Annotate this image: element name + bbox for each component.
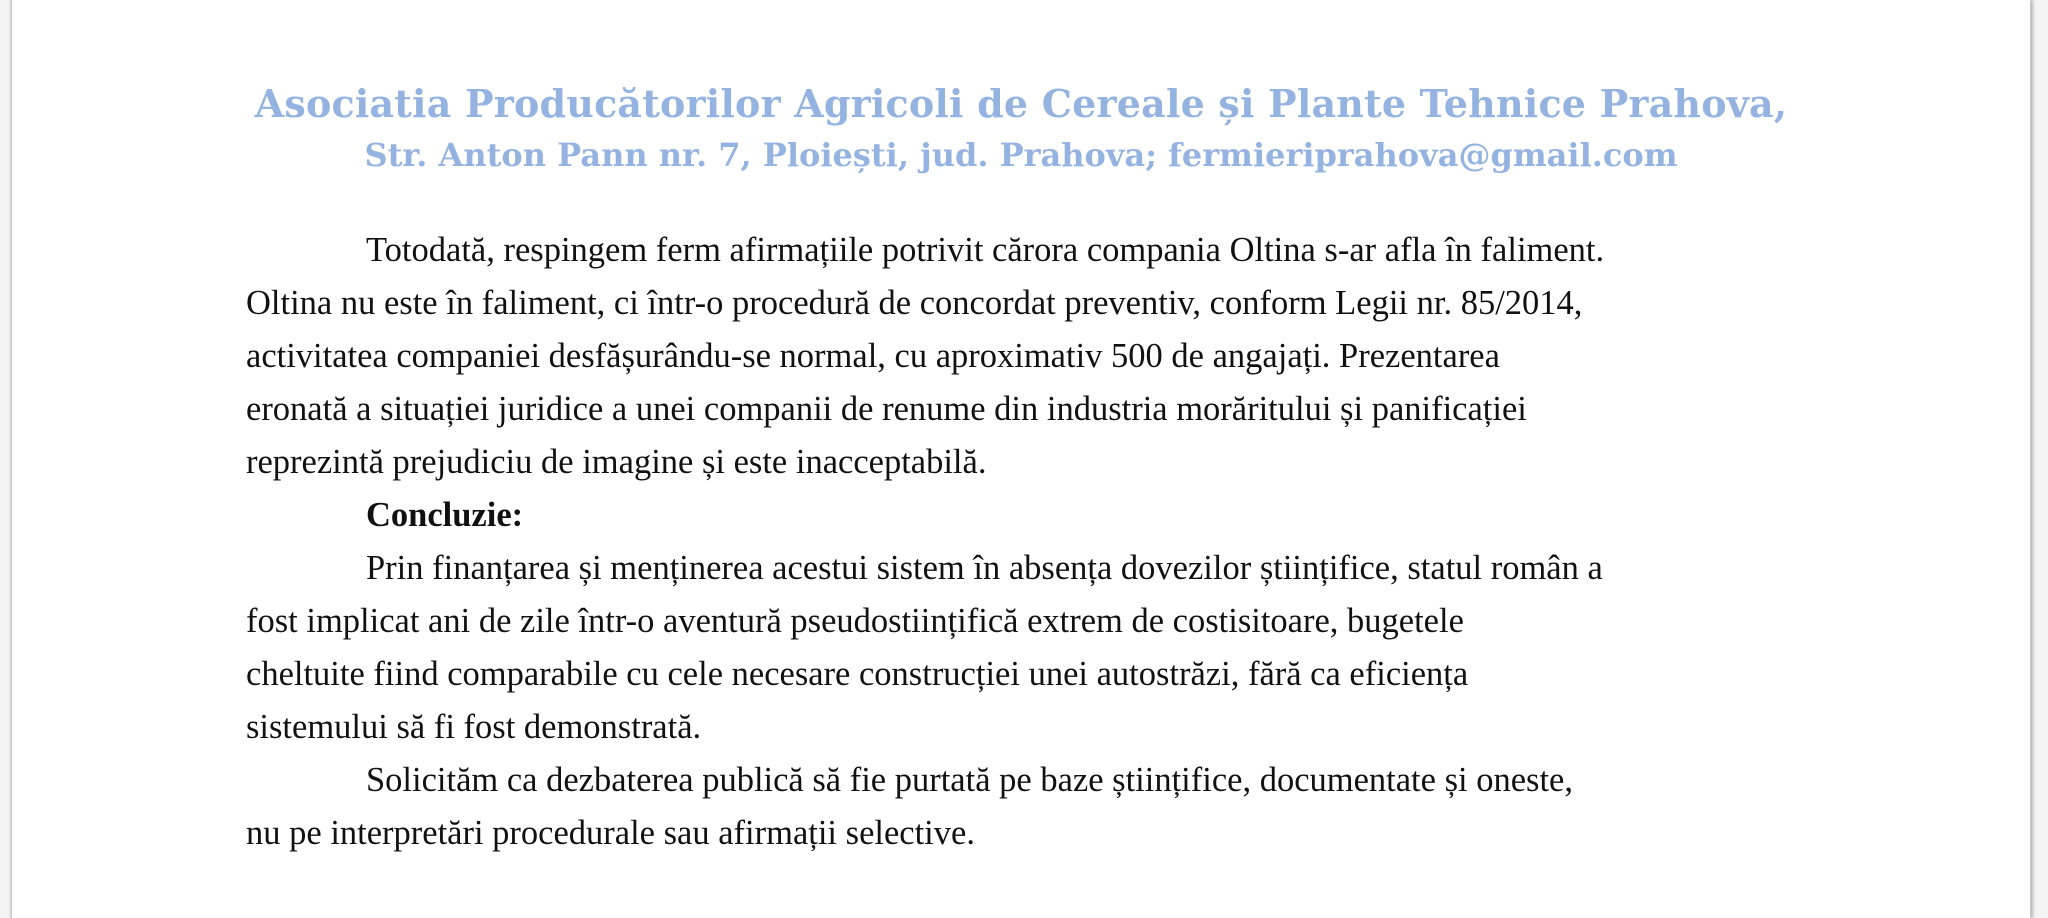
paragraph-line: Solicităm ca dezbaterea publică să fie purtată pe baze științifice, documentate și oneste, bbox=[366, 761, 1573, 799]
paragraph-line: cheltuite fiind comparabile cu cele necesare construcției unei autostrăzi, fără ca eficiența bbox=[246, 655, 1469, 693]
paragraph-line: Oltina nu este în faliment, ci într-o procedură de concordat preventiv, conform Legii nr. 85/2014, bbox=[246, 284, 1583, 322]
paragraph-request bbox=[246, 754, 1816, 860]
document-page bbox=[11, 0, 2031, 918]
letterhead-organization: Asociatia Producătorilor Agricoli de Cereale și Plante Tehnice Prahova, bbox=[254, 81, 1788, 126]
paragraph-line: activitatea companiei desfășurându-se normal, cu aproximativ 500 de angajați. Prezentarea bbox=[246, 337, 1500, 375]
letterhead-address: Str. Anton Pann nr. 7, Ploiești, jud. Prahova; fermieriprahova@gmail.com bbox=[364, 136, 1678, 174]
paragraph-conclusion bbox=[246, 542, 1816, 754]
document-body bbox=[246, 224, 1816, 860]
paragraph-oltina bbox=[246, 224, 1816, 489]
paragraph-line: nu pe interpretări procedurale sau afirmații selective. bbox=[246, 814, 975, 852]
conclusion-heading: Concluzie: bbox=[366, 496, 524, 534]
paragraph-line: Totodată, respingem ferm afirmațiile potrivit cărora compania Oltina s-ar afla în faliment. bbox=[366, 231, 1605, 269]
paragraph-line: eronată a situației juridice a unei companii de renume din industria morăritului și panificației bbox=[246, 390, 1527, 428]
paragraph-line: fost implicat ani de zile într-o aventură pseudostiințifică extrem de costisitoare, bugetele bbox=[246, 602, 1464, 640]
paragraph-line: Prin finanțarea și menținerea acestui sistem în absența dovezilor științifice, statul român a bbox=[366, 549, 1603, 587]
paragraph-line: reprezintă prejudiciu de imagine și este inacceptabilă. bbox=[246, 443, 987, 481]
paragraph-line: sistemului să fi fost demonstrată. bbox=[246, 708, 702, 746]
